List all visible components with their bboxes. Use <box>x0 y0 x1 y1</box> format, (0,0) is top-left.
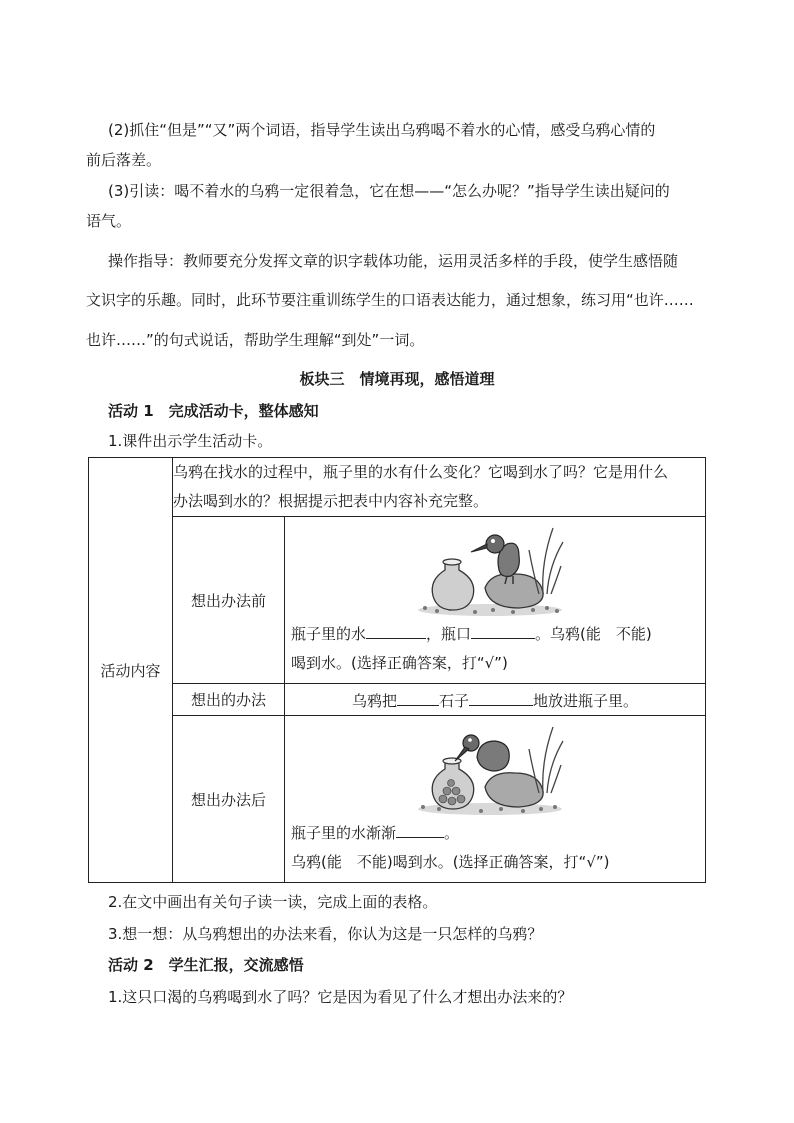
blank-stones-how[interactable] <box>397 688 439 706</box>
instructions-line1: 乌鸦在找水的过程中，瓶子里的水有什么变化？它喝到水了吗？它是用什么 <box>173 463 669 481</box>
after-line2: 乌鸦(能 不能)喝到水。(选择正确答案，打“√”) <box>291 853 610 871</box>
blank-stones-manner[interactable] <box>469 688 533 706</box>
guidance-line1: 操作指导：教师要充分发挥文章的识字载体功能，运用灵活多样的手段，使学生感悟随 <box>108 252 679 270</box>
paragraph-2-line2: 前后落差。 <box>86 151 162 169</box>
label-after: 想出办法后 <box>173 716 285 883</box>
label-method: 想出的办法 <box>173 684 285 716</box>
instructions-line2: 办法喝到水的？根据提示把表中内容补充完整。 <box>173 492 489 510</box>
activity2-question1: 1.这只口渴的乌鸦喝到水了吗？它是因为看见了什么才想出办法来的？ <box>108 988 573 1006</box>
after-line1: 瓶子里的水渐渐 。 <box>291 819 705 848</box>
after-content-cell <box>285 716 706 883</box>
crow-before-illustration <box>285 520 705 620</box>
activity1-step1: 1.课件出示学生活动卡。 <box>108 432 273 450</box>
activity1-step3: 3.想一想：从乌鸦想出的办法来看，你认为这是一只怎样的乌鸦？ <box>108 925 543 943</box>
paragraph-2-line1: (2)抓住“但是”“又”两个词语，指导学生读出乌鸦喝不着水的心情，感受乌鸦心情的 <box>108 121 656 139</box>
guidance-line2: 文识字的乐趣。同时，此环节要注重训练学生的口语表达能力，通过想象，练习用“也许…… <box>86 291 694 309</box>
before-text <box>285 620 705 680</box>
activity1-heading: 活动 1 完成活动卡，整体感知 <box>108 402 319 420</box>
crow-drinking-icon <box>415 721 565 819</box>
row-label-activity-content: 活动内容 <box>89 458 173 883</box>
blank-bottle-mouth[interactable] <box>471 621 535 639</box>
before-line1: 瓶子里的水 ，瓶口 。乌鸦(能 不能) <box>291 620 705 649</box>
method-cell: 乌鸦把 石子 地放进瓶子里。 <box>285 684 706 716</box>
activity1-step2: 2.在文中画出有关句子读一读，完成上面的表格。 <box>108 893 438 911</box>
paragraph-3-line1: (3)引读：喝不着水的乌鸦一定很着急，它在想——“怎么办呢？”指导学生读出疑问的 <box>108 182 670 200</box>
label-before: 想出办法前 <box>173 517 285 684</box>
instructions-cell <box>173 458 706 517</box>
activity2-heading: 活动 2 学生汇报，交流感悟 <box>108 956 304 974</box>
crow-pitcher-icon <box>415 522 565 620</box>
before-line2: 喝到水。(选择正确答案，打“√”) <box>291 654 508 672</box>
guidance-line3: 也许……”的句式说话，帮助学生理解“到处”一词。 <box>86 331 425 349</box>
paragraph-3-line2: 语气。 <box>86 212 132 230</box>
crow-after-illustration <box>285 719 705 819</box>
section-title: 板块三 情境再现，感悟道理 <box>299 370 495 388</box>
after-text <box>285 819 705 879</box>
activity-card-table <box>88 457 706 883</box>
before-content-cell <box>285 517 706 684</box>
blank-water-level[interactable] <box>366 621 426 639</box>
blank-water-change[interactable] <box>396 820 444 838</box>
